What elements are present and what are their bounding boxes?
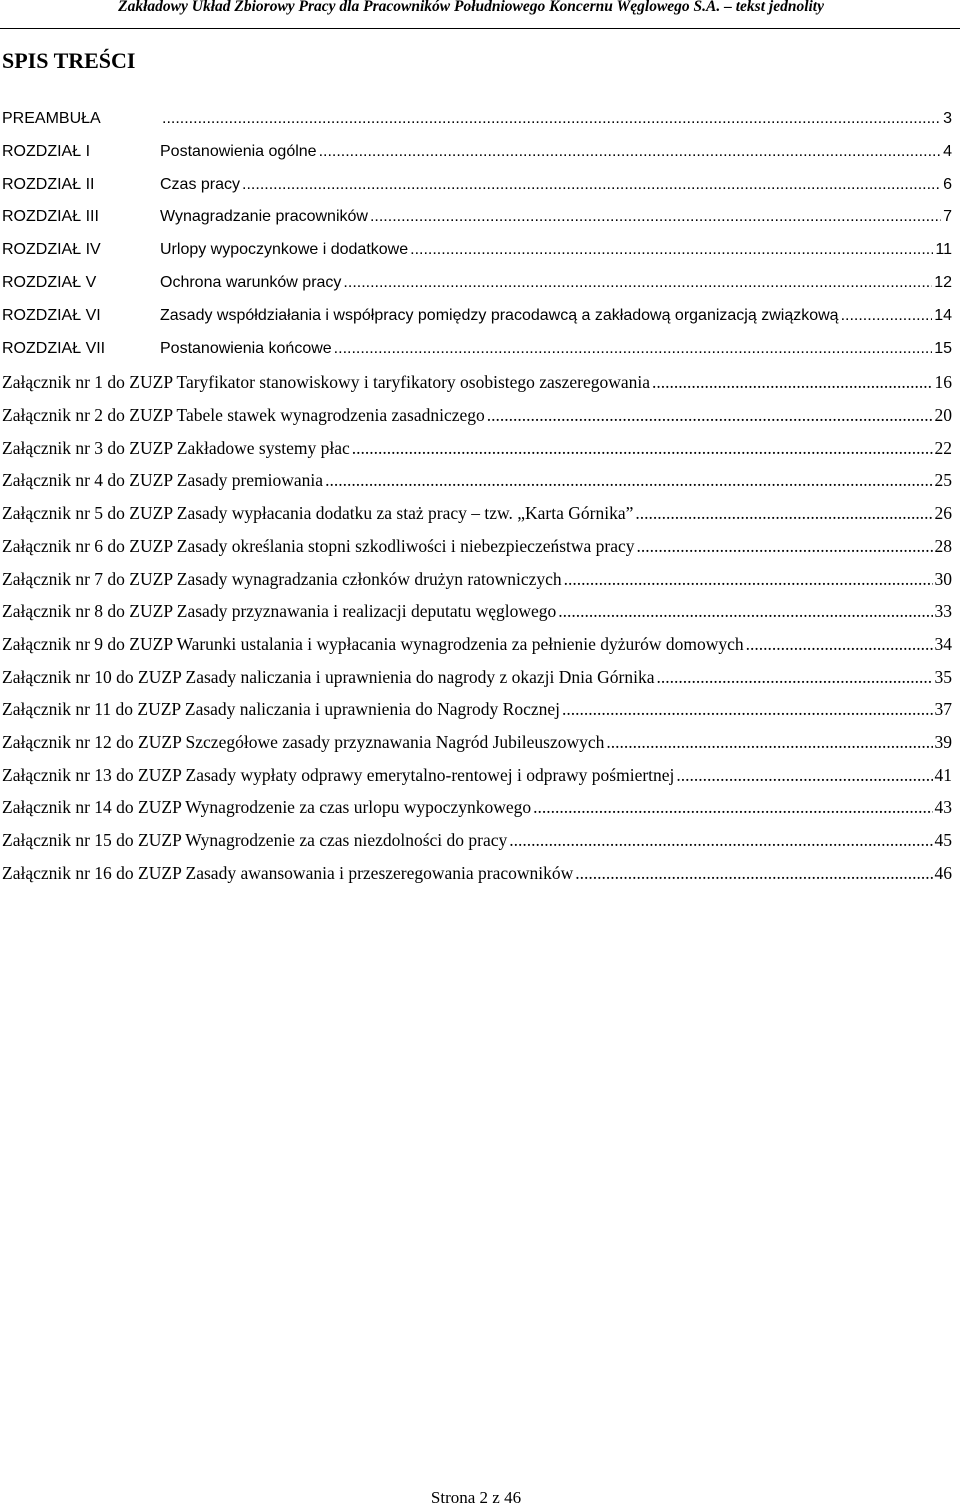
toc-entry-title: Ochrona warunków pracy — [160, 273, 342, 291]
toc-dot-leader — [637, 536, 933, 557]
toc-entry-number: PREAMBUŁA — [2, 110, 101, 127]
toc-entry-page: 3 — [943, 110, 952, 127]
toc-entry-page: 6 — [943, 175, 952, 193]
toc-dot-leader — [162, 110, 941, 128]
toc-dot-leader — [352, 438, 933, 459]
toc-dot-leader — [370, 208, 941, 226]
toc-entry-appendix-14[interactable] — [0, 797, 952, 830]
toc-entry-page: 12 — [934, 273, 952, 291]
toc-dot-leader — [325, 470, 932, 491]
toc-entry-chapter-7[interactable] — [0, 340, 952, 373]
toc-entry-appendix-9[interactable] — [0, 634, 952, 667]
toc-entry-appendix-10[interactable] — [0, 667, 952, 700]
toc-entry-page: 35 — [934, 666, 952, 687]
toc-entry-page: 22 — [934, 437, 952, 458]
toc-entry-title: Załącznik nr 11 do ZUZP Zasady naliczania i uprawnienia do Nagrody Rocznej — [2, 699, 561, 720]
toc-dot-leader — [558, 601, 932, 622]
toc-dot-leader — [564, 569, 933, 590]
toc-entry-title: Załącznik nr 13 do ZUZP Zasady wypłaty odprawy emerytalno-rentowej i odprawy pośmiertnej — [2, 764, 675, 785]
toc-entry-appendix-4[interactable] — [0, 470, 952, 503]
toc-dot-leader — [343, 274, 932, 292]
toc-entry-page: 39 — [934, 731, 952, 752]
toc-entry-page: 41 — [934, 764, 952, 785]
toc-dot-leader — [410, 241, 933, 259]
toc-entry-title: Wynagradzanie pracowników — [160, 208, 368, 226]
toc-entry-appendix-15[interactable] — [0, 830, 952, 863]
toc-entry-title: Załącznik nr 8 do ZUZP Zasady przyznawania i realizacji deputatu węglowego — [2, 601, 557, 622]
toc-dot-leader — [334, 340, 933, 358]
toc-entry-number: ROZDZIAŁ V — [2, 273, 97, 291]
toc-entry-number: ROZDZIAŁ II — [2, 175, 95, 193]
toc-entry-page: 33 — [934, 601, 952, 622]
toc-entry-chapter-3[interactable] — [0, 208, 952, 241]
toc-entry-appendix-13[interactable] — [0, 765, 952, 798]
toc-entry-title: Załącznik nr 10 do ZUZP Zasady naliczania i uprawnienia do nagrody z okazji Dnia Górnika — [2, 666, 655, 687]
table-of-contents — [0, 110, 952, 895]
toc-entry-chapter-6[interactable] — [0, 307, 952, 340]
header-text: Zakładowy Układ Zbiorowy Pracy dla Pracowników Południowego Koncernu Węglowego S.A. – tekst jednolity — [118, 0, 824, 15]
toc-entry-page: 45 — [934, 830, 952, 850]
toc-entry-title: Załącznik nr 5 do ZUZP Zasady wypłacania dodatku za staż pracy – tzw. „Karta Górnika” — [2, 503, 634, 524]
toc-dot-leader — [676, 765, 932, 786]
toc-title: SPIS TREŚCI — [2, 48, 136, 73]
toc-entry-number: ROZDZIAŁ IV — [2, 241, 101, 259]
toc-entry-page: 43 — [934, 797, 952, 818]
toc-dot-leader — [487, 405, 933, 426]
toc-dot-leader — [319, 143, 942, 161]
toc-entry-appendix-1[interactable] — [0, 372, 952, 405]
toc-entry-number: ROZDZIAŁ I — [2, 142, 91, 160]
toc-entry-title: Załącznik nr 6 do ZUZP Zasady określania stopni szkodliwości i niebezpieczeństwa pracy — [2, 535, 635, 556]
toc-entry-page: 28 — [934, 535, 952, 556]
page-number-label: Strona 2 z 46 — [430, 1488, 522, 1507]
toc-entry-page: 37 — [934, 699, 952, 720]
toc-entry-appendix-2[interactable] — [0, 405, 952, 438]
toc-entry-appendix-7[interactable] — [0, 569, 952, 602]
toc-entry-page: 11 — [935, 241, 952, 259]
toc-entry-appendix-5[interactable] — [0, 503, 952, 536]
toc-entry-page: 30 — [934, 568, 952, 589]
toc-dot-leader — [746, 634, 933, 655]
toc-dot-leader — [841, 307, 933, 325]
toc-entry-page: 46 — [934, 862, 952, 883]
toc-entry-number: ROZDZIAŁ VI — [2, 306, 101, 324]
page-footer — [0, 1488, 960, 1508]
toc-entry-appendix-16[interactable] — [0, 863, 952, 896]
toc-entry-chapter-1[interactable] — [0, 143, 952, 176]
toc-dot-leader — [635, 503, 932, 524]
toc-entry-page: 7 — [943, 208, 952, 226]
toc-entry-page: 15 — [934, 339, 952, 357]
toc-entry-title: Załącznik nr 16 do ZUZP Zasady awansowania i przeszeregowania pracowników — [2, 862, 574, 883]
toc-entry-page: 34 — [934, 633, 952, 654]
toc-entry-number: ROZDZIAŁ VII — [2, 339, 106, 357]
toc-entry-appendix-8[interactable] — [0, 601, 952, 634]
toc-entry-page: 4 — [943, 142, 952, 160]
toc-entry-title: Postanowienia końcowe — [160, 339, 332, 357]
toc-entry-title: Postanowienia ogólne — [160, 142, 317, 160]
toc-entry-title: Załącznik nr 7 do ZUZP Zasady wynagradzania członków drużyn ratowniczych — [2, 568, 562, 589]
toc-entry-title: Załącznik nr 1 do ZUZP Taryfikator stanowiskowy i taryfikatory osobistego zaszeregowania — [2, 372, 651, 393]
toc-entry-page: 20 — [934, 405, 952, 426]
toc-entry-title: Załącznik nr 12 do ZUZP Szczegółowe zasady przyznawania Nagród Jubileuszowych — [2, 731, 605, 752]
toc-dot-leader — [242, 176, 941, 194]
running-header — [0, 0, 960, 29]
toc-entry-page: 14 — [934, 306, 952, 324]
toc-dot-leader — [606, 732, 932, 753]
toc-entry-page: 25 — [934, 470, 952, 491]
toc-entry-chapter-2[interactable] — [0, 176, 952, 209]
toc-entry-appendix-11[interactable] — [0, 699, 952, 732]
toc-entry-chapter-4[interactable] — [0, 241, 952, 274]
toc-entry-title: Załącznik nr 4 do ZUZP Zasady premiowania — [2, 470, 324, 491]
toc-entry-appendix-3[interactable] — [0, 438, 952, 471]
toc-dot-leader — [533, 797, 932, 818]
toc-entry-title: Załącznik nr 2 do ZUZP Tabele stawek wynagrodzenia zasadniczego — [2, 405, 485, 426]
toc-entry-title: Zasady współdziałania i współpracy pomiędzy pracodawcą a zakładową organizacją związkową — [160, 306, 839, 324]
toc-entry-title: Załącznik nr 14 do ZUZP Wynagrodzenie za czas urlopu wypoczynkowego — [2, 797, 532, 818]
toc-dot-leader — [562, 699, 932, 720]
toc-entry-title: Czas pracy — [160, 175, 241, 193]
toc-entry-chapter-5[interactable] — [0, 274, 952, 307]
toc-entry-appendix-12[interactable] — [0, 732, 952, 765]
toc-entry-page: 26 — [934, 503, 952, 524]
toc-entry-title: Załącznik nr 3 do ZUZP Zakładowe systemy płac — [2, 437, 350, 458]
toc-entry-page: 16 — [934, 372, 952, 393]
toc-entry-title: Załącznik nr 9 do ZUZP Warunki ustalania i wypłacania wynagrodzenia za pełnienie dyżurów domowych — [2, 633, 744, 654]
toc-entry-preamble[interactable] — [0, 110, 952, 143]
toc-entry-title: Urlopy wypoczynkowe i dodatkowe — [160, 241, 409, 259]
toc-entry-title: Załącznik nr 15 do ZUZP Wynagrodzenie za czas niezdolności do pracy — [2, 830, 508, 850]
toc-dot-leader — [509, 830, 932, 851]
toc-dot-leader — [656, 667, 932, 688]
toc-entry-number: ROZDZIAŁ III — [2, 208, 99, 226]
toc-entry-appendix-6[interactable] — [0, 536, 952, 569]
toc-dot-leader — [575, 863, 932, 884]
toc-dot-leader — [652, 372, 932, 393]
